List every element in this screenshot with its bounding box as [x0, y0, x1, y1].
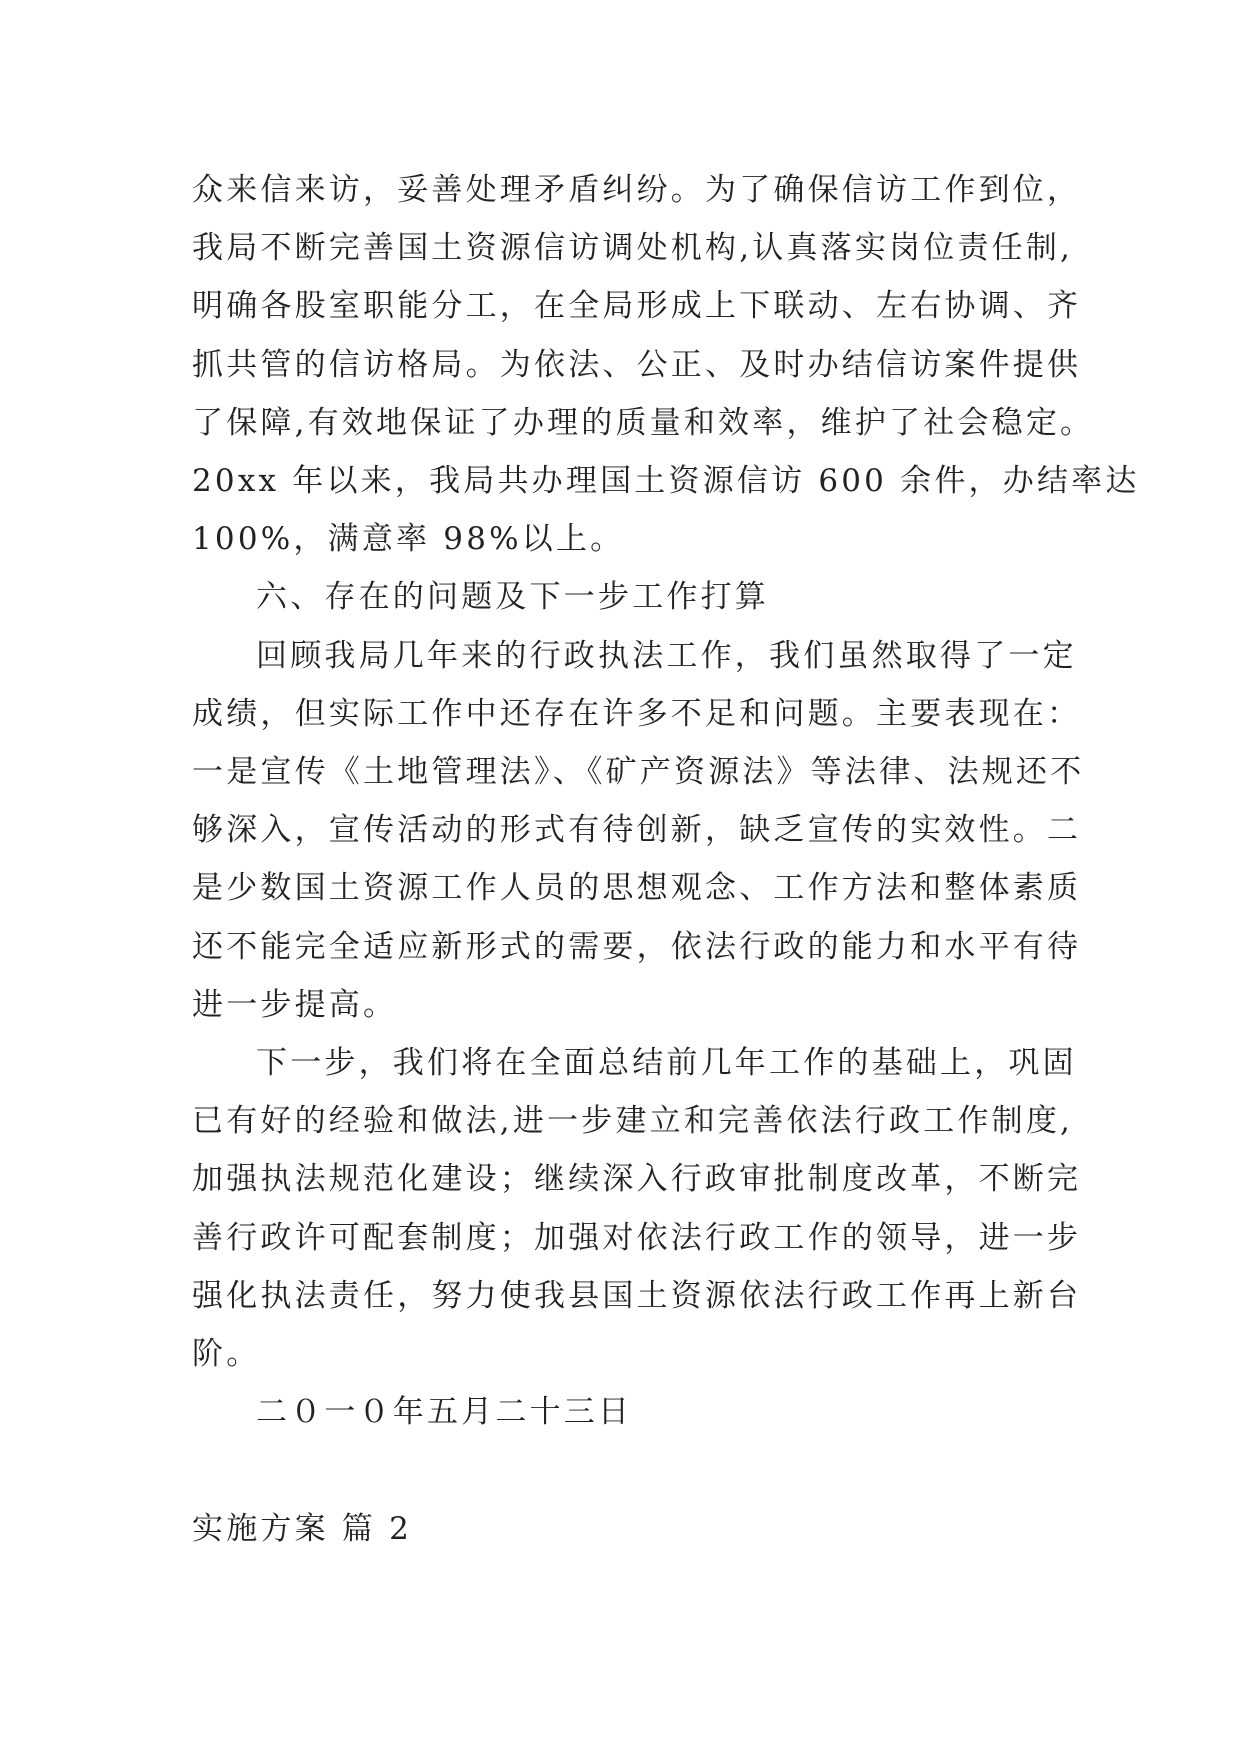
text-line: 了保障,有效地保证了办理的质量和效率，维护了社会稳定。 [192, 405, 1095, 441]
text-line: 是少数国土资源工作人员的思想观念、工作方法和整体素质 [192, 870, 1082, 906]
date-line: 二０一０年五月二十三日 [256, 1394, 633, 1430]
text-line: 一是宣传《土地管理法》、《矿产资源法》等法律、法规还不 [192, 754, 1085, 790]
text-line: 善行政许可配套制度；加强对依法行政工作的领导，进一步 [192, 1220, 1082, 1256]
text-line: 还不能完全适应新形式的需要，依法行政的能力和水平有待 [192, 929, 1082, 965]
text-line: 回顾我局几年来的行政执法工作，我们虽然取得了一定 [256, 638, 1077, 674]
text-line: 100%，满意率 98%以上。 [192, 521, 625, 557]
text-line: 我局不断完善国土资源信访调处机构,认真落实岗位责任制, [192, 230, 1074, 266]
text-line: 明确各股室职能分工，在全局形成上下联动、左右协调、齐 [192, 288, 1082, 324]
text-line: 20xx 年以来，我局共办理国土资源信访 600 余件，办结率达 [192, 463, 1140, 499]
text-line: 已有好的经验和做法,进一步建立和完善依法行政工作制度, [192, 1103, 1074, 1139]
text-line: 成绩，但实际工作中还存在许多不足和问题。主要表现在： [192, 696, 1082, 732]
section-title: 实施方案 篇 2 [192, 1511, 413, 1547]
text-line: 抓共管的信访格局。为依法、公正、及时办结信访案件提供 [192, 347, 1082, 383]
text-line: 加强执法规范化建设；继续深入行政审批制度改革，不断完 [192, 1161, 1082, 1197]
text-line: 强化执法责任，努力使我县国土资源依法行政工作再上新台 [192, 1278, 1082, 1314]
section-heading: 六、存在的问题及下一步工作打算 [256, 579, 769, 615]
text-line: 众来信来访，妥善处理矛盾纠纷。为了确保信访工作到位， [192, 172, 1082, 208]
text-line: 阶。 [192, 1336, 261, 1372]
text-line: 进一步提高。 [192, 987, 398, 1023]
text-line: 够深入，宣传活动的形式有待创新，缺乏宣传的实效性。二 [192, 812, 1082, 848]
text-line: 下一步，我们将在全面总结前几年工作的基础上，巩固 [256, 1045, 1077, 1081]
